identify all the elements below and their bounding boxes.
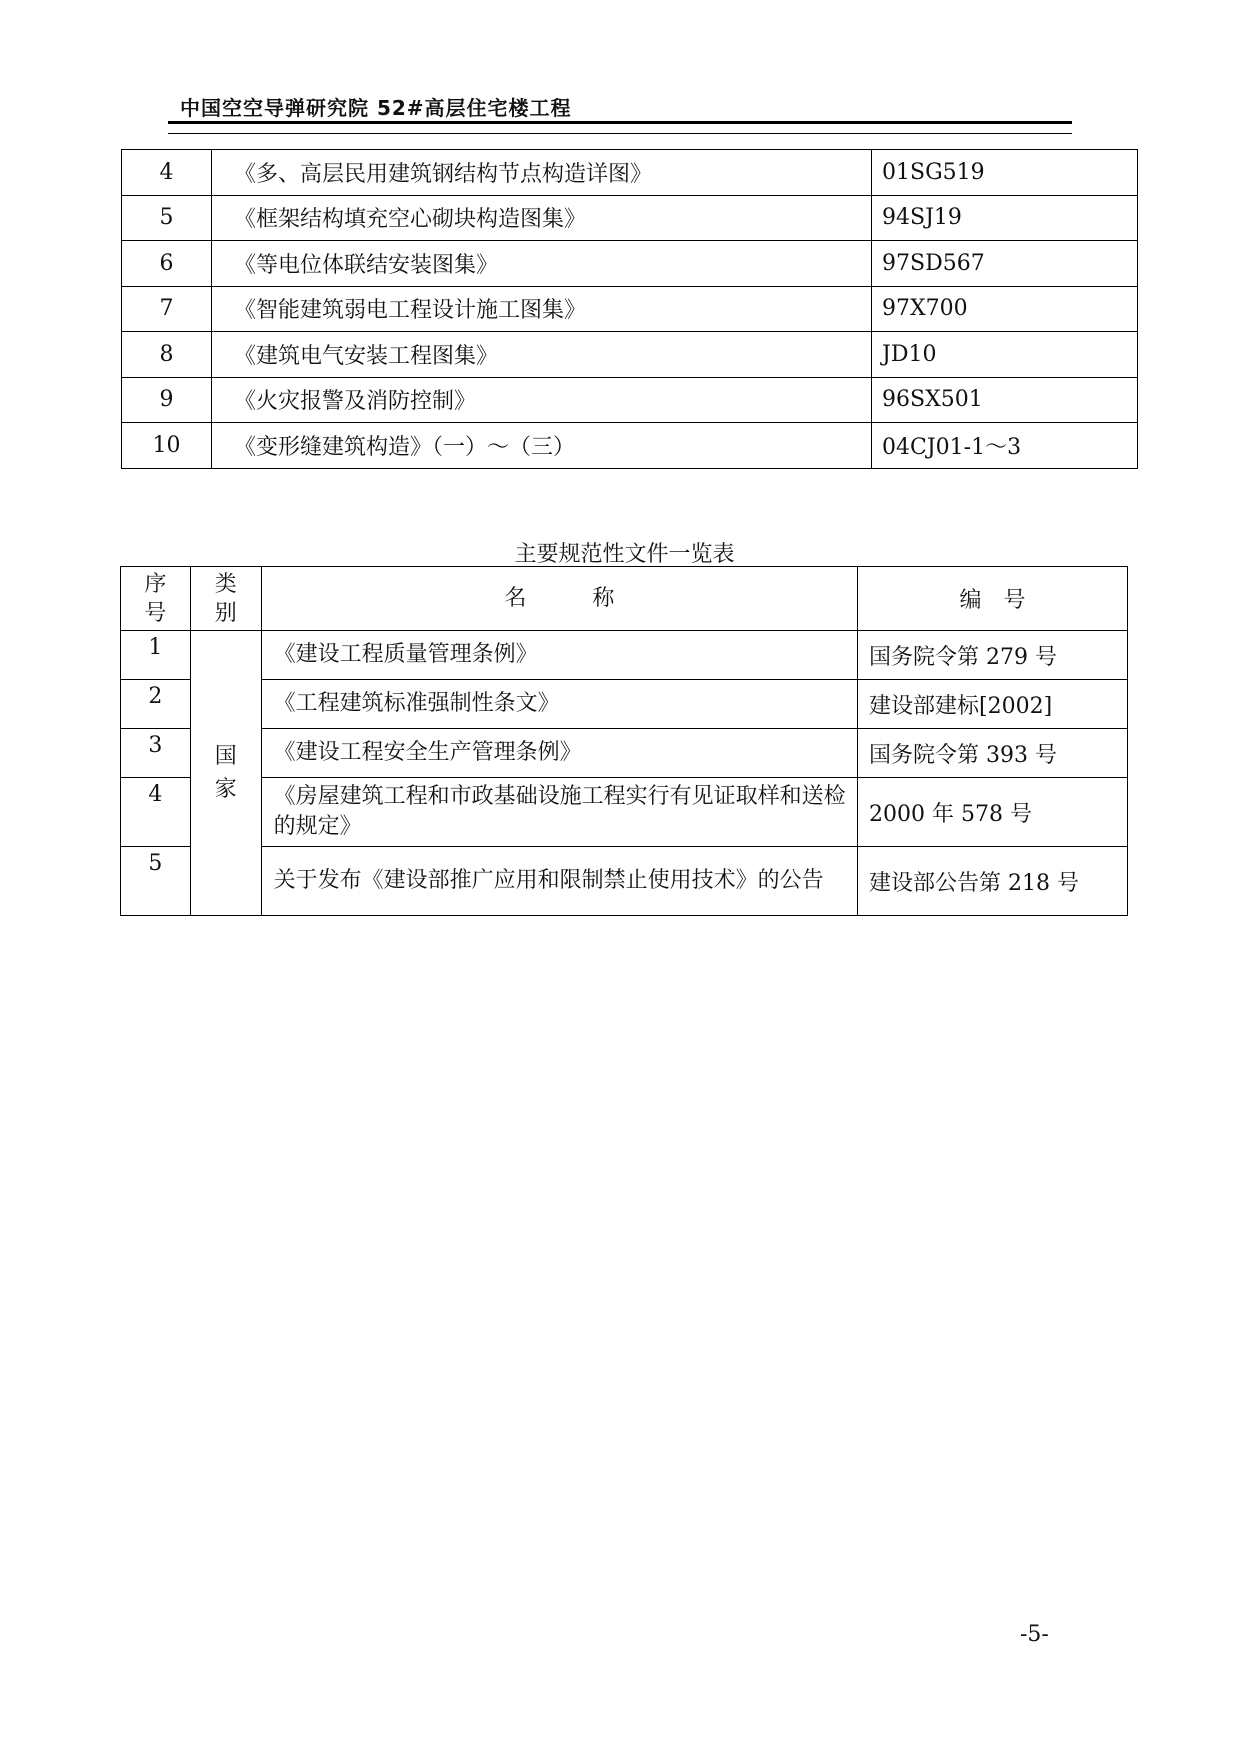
row-number: 1 (121, 631, 191, 680)
table-row (122, 286, 1138, 332)
row-number: 6 (122, 241, 212, 287)
document-name: 《建筑电气安装工程图集》 (212, 332, 872, 378)
header-sequence-line2: 号 (144, 600, 167, 626)
row-number: 2 (121, 680, 191, 729)
document-code: 建设部建标[2002] (858, 680, 1128, 729)
document-code: 建设部公告第 218 号 (858, 847, 1128, 916)
table-caption: 主要规范性文件一览表 (514, 542, 735, 567)
page-number: -5- (1020, 1622, 1049, 1647)
standard-atlas-table (121, 149, 1138, 469)
row-number: 4 (121, 778, 191, 847)
document-name: 《等电位体联结安装图集》 (212, 241, 872, 287)
document-name: 《建设工程质量管理条例》 (261, 631, 857, 680)
category-line2: 家 (214, 777, 237, 802)
row-number: 4 (122, 150, 212, 196)
row-number: 3 (121, 729, 191, 778)
document-code: 2000 年 578 号 (858, 778, 1128, 847)
document-name: 《变形缝建筑构造》（一）～（三） (212, 423, 872, 469)
header-category-line2: 别 (214, 600, 237, 626)
category-line1: 国 (214, 744, 237, 769)
row-number: 5 (122, 195, 212, 241)
document-name: 《多、高层民用建筑钢结构节点构造详图》 (212, 150, 872, 196)
document-name: 《火灾报警及消防控制》 (212, 377, 872, 423)
document-name: 《框架结构填充空心砌块构造图集》 (212, 195, 872, 241)
table-row (122, 423, 1138, 469)
table-row (121, 729, 1128, 778)
row-number: 7 (122, 286, 212, 332)
document-code: 94SJ19 (872, 195, 1138, 241)
row-number: 9 (122, 377, 212, 423)
table-row (121, 778, 1128, 847)
document-name: 《房屋建筑工程和市政基础设施工程实行有见证取样和送检的规定》 (261, 778, 857, 847)
table-row (122, 150, 1138, 196)
header-sequence (121, 567, 191, 631)
document-code: 97SD567 (872, 241, 1138, 287)
header-category (190, 567, 261, 631)
header-category-line1: 类 (214, 571, 237, 597)
document-code: JD10 (872, 332, 1138, 378)
header-name: 名 称 (261, 567, 857, 631)
table-row (121, 847, 1128, 916)
header-rule-thin (168, 133, 1072, 134)
table-row (122, 332, 1138, 378)
regulatory-documents-table (120, 566, 1128, 916)
document-name: 《建设工程安全生产管理条例》 (261, 729, 857, 778)
document-name: 《智能建筑弱电工程设计施工图集》 (212, 286, 872, 332)
document-name: 关于发布《建设部推广应用和限制禁止使用技术》的公告 (261, 847, 857, 916)
document-code: 01SG519 (872, 150, 1138, 196)
row-number: 8 (122, 332, 212, 378)
header-code: 编 号 (858, 567, 1128, 631)
table-row (121, 680, 1128, 729)
document-code: 国务院令第 279 号 (858, 631, 1128, 680)
document-code: 97X700 (872, 286, 1138, 332)
table-row (122, 377, 1138, 423)
document-code: 国务院令第 393 号 (858, 729, 1128, 778)
header-rule-thick (168, 121, 1072, 124)
document-code: 96SX501 (872, 377, 1138, 423)
table-row (122, 241, 1138, 287)
table-row (122, 195, 1138, 241)
category-cell (190, 631, 261, 916)
document-name: 《工程建筑标准强制性条文》 (261, 680, 857, 729)
table-row (121, 631, 1128, 680)
page-header-title: 中国空空导弹研究院 52#高层住宅楼工程 (180, 96, 572, 120)
row-number: 10 (122, 423, 212, 469)
document-code: 04CJ01-1～3 (872, 423, 1138, 469)
row-number: 5 (121, 847, 191, 916)
table-header-row (121, 567, 1128, 631)
header-sequence-line1: 序 (144, 571, 167, 597)
